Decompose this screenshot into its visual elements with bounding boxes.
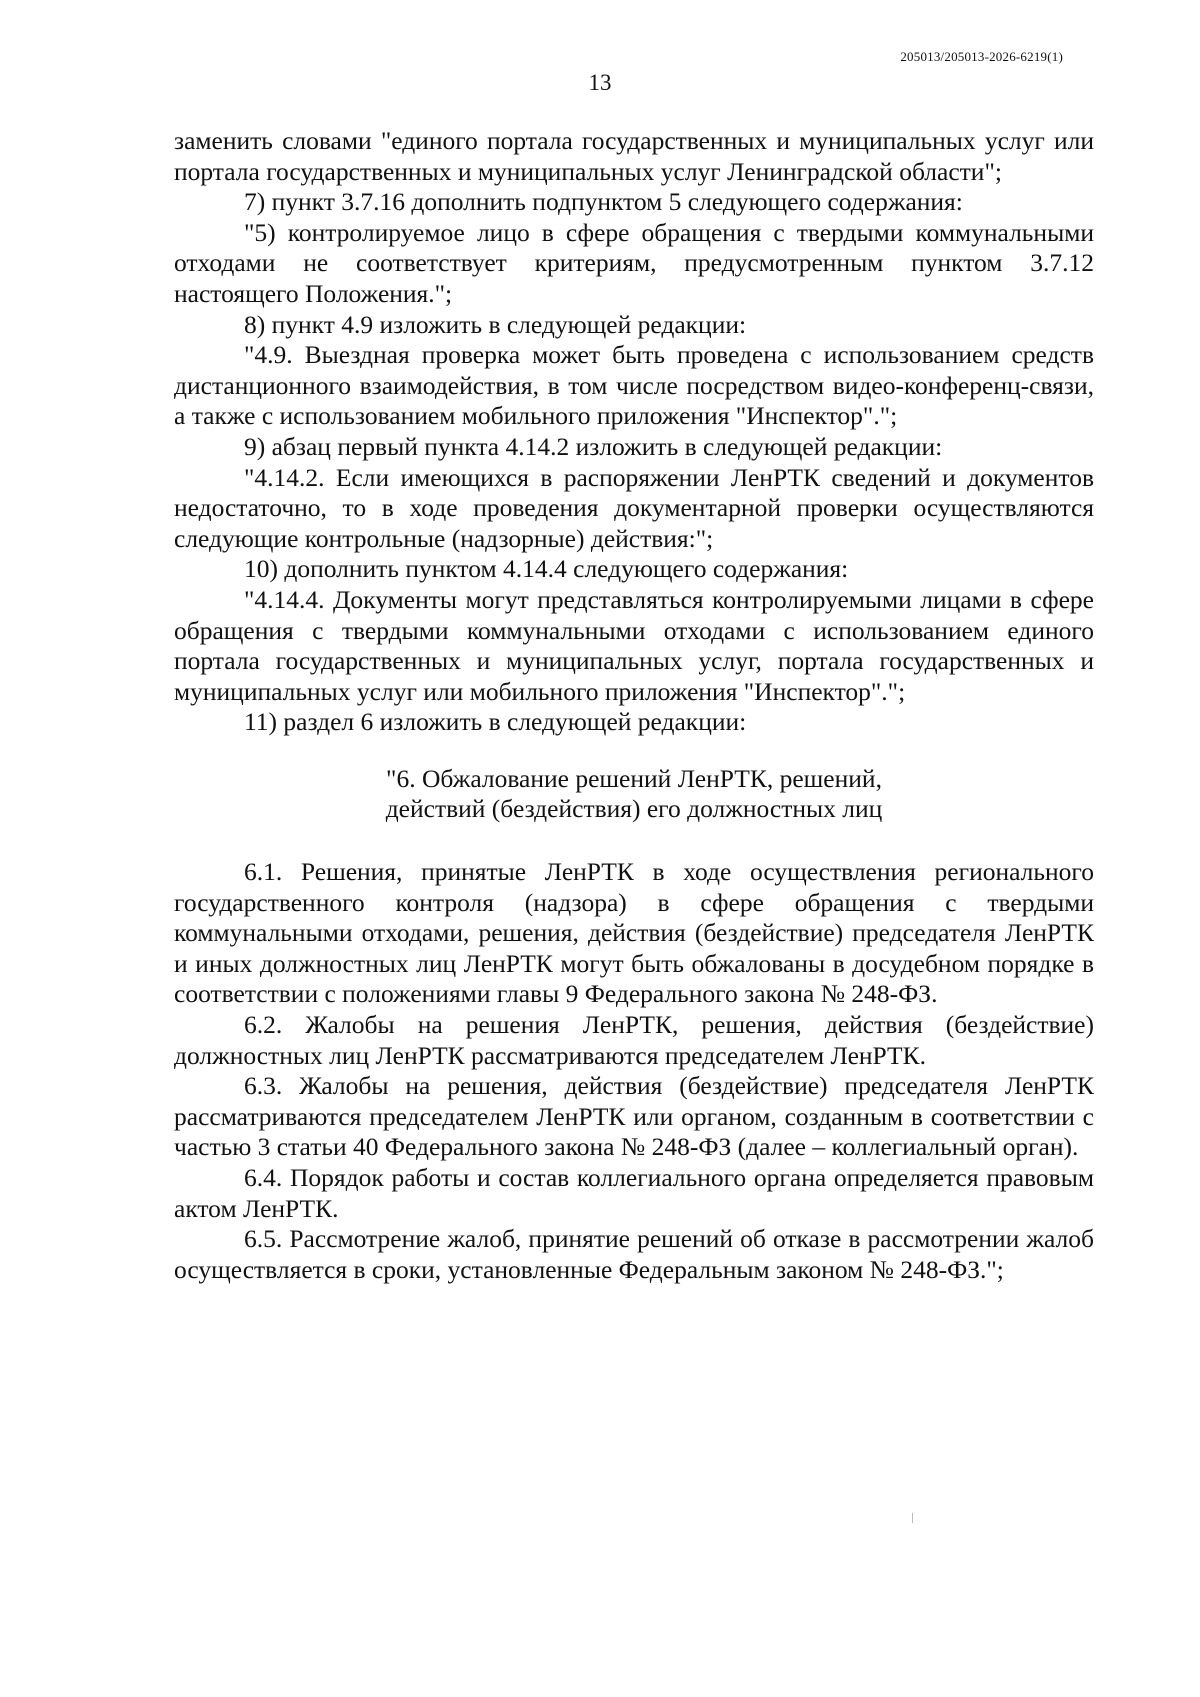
paragraph-item-7: 7) пункт 3.7.16 дополнить подпунктом 5 следующего содержания:: [244, 187, 963, 217]
section-paragraph-6-1: 6.1. Решения, принятые ЛенРТК в ходе осуществления регионального государственного контроля (надзора) в сфере обращения с твердыми коммунальными отходами, решения, действия (бездействие) председателя ЛенРТК и иных должностных лиц ЛенРТК могут быть обжалованы в досудебном порядке в соответствии с положениями главы 9 Федерального закона № 248-ФЗ.: [174, 857, 1094, 1009]
paragraph-item-7-quote: "5) контролируемое лицо в сфере обращения с твердыми коммунальными отходами не соответствует критериям, предусмотренным пунктом 3.7.12 настоящего Положения.";: [174, 217, 1094, 308]
paragraph-item-10: 10) дополнить пунктом 4.14.4 следующего содержания:: [244, 554, 849, 584]
section-title-line-2: действий (бездействия) его должностных лиц: [385, 794, 883, 824]
section-title-line-1: "6. Обжалование решений ЛенРТК, решений,: [386, 763, 882, 793]
document-registration-number: 205013/205013-2026-6219(1): [900, 49, 1063, 64]
section-6-title: [174, 764, 1094, 825]
paragraph-item-9: 9) абзац первый пункта 4.14.2 изложить в следующей редакции:: [244, 431, 943, 461]
page-number: 13: [588, 70, 612, 95]
section-paragraph-6-4: 6.4. Порядок работы и состав коллегиального органа определяется правовым актом ЛенРТК.: [174, 1163, 1094, 1223]
section-paragraph-6-3: 6.3. Жалобы на решения, действия (бездействие) председателя ЛенРТК рассматриваются председателем ЛенРТК или органом, созданным в соответствии с частью 3 статьи 40 Федерального закона № 248-ФЗ (далее – коллегиальный орган).: [174, 1071, 1094, 1162]
document-body: [174, 126, 1094, 1285]
paragraph-item-11: 11) раздел 6 изложить в следующей редакции:: [244, 707, 747, 737]
section-paragraph-6-5: 6.5. Рассмотрение жалоб, принятие решений об отказе в рассмотрении жалоб осуществляется в сроки, установленные Федеральным законом № 248-ФЗ.";: [174, 1224, 1094, 1284]
paragraph-continuation: заменить словами "единого портала государственных и муниципальных услуг или портала государственных и муниципальных услуг Ленинградской области";: [174, 126, 1094, 186]
scan-artifact: [912, 1513, 913, 1523]
paragraph-item-9-quote: "4.14.2. Если имеющихся в распоряжении ЛенРТК сведений и документов недостаточно, то в ходе проведения документарной проверки осуществляются следующие контрольные (надзорные) действия:";: [174, 462, 1094, 553]
paragraph-item-8: 8) пункт 4.9 изложить в следующей редакции:: [244, 309, 747, 339]
section-paragraph-6-2: 6.2. Жалобы на решения ЛенРТК, решения, действия (бездействие) должностных лиц ЛенРТК рассматриваются председателем ЛенРТК.: [174, 1010, 1094, 1070]
paragraph-item-8-quote: "4.9. Выездная проверка может быть проведена с использованием средств дистанционного взаимодействия, в том числе посредством видео-конференц-связи, а также с использованием мобильного приложения "Инспектор".";: [174, 340, 1094, 431]
paragraph-item-10-quote: "4.14.4. Документы могут представляться контролируемыми лицами в сфере обращения с твердыми коммунальными отходами с использованием единого портала государственных и муниципальных услуг, портала государственных и муниципальных услуг или мобильного приложения "Инспектор".";: [174, 584, 1094, 706]
